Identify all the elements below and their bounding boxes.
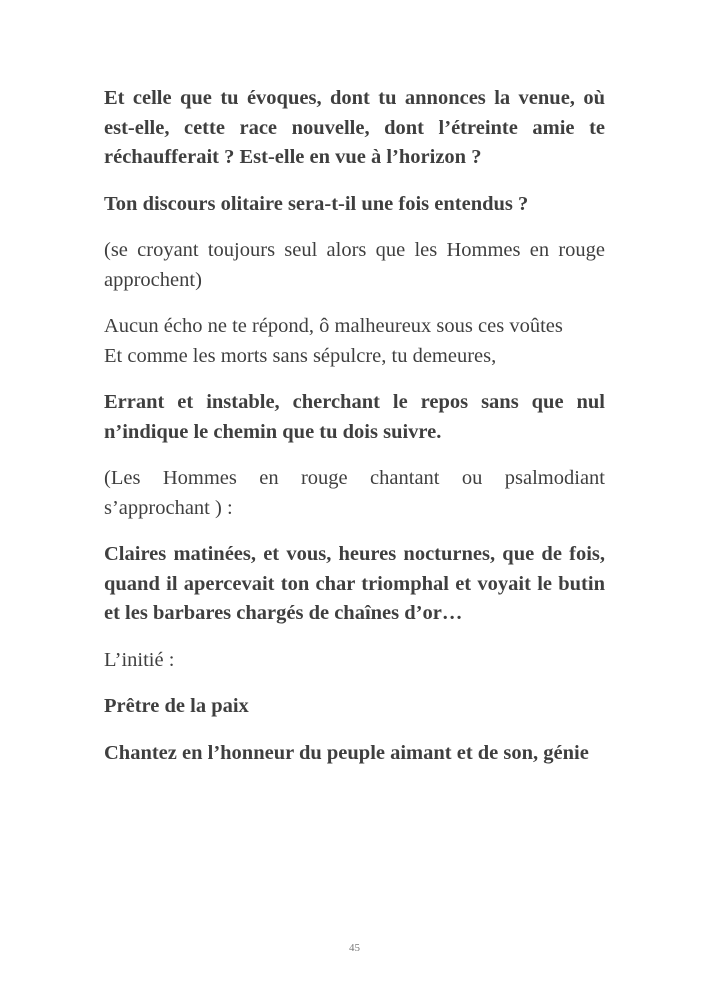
paragraph-line: Chantez en l’honneur du peuple aimant et de son, génie [104, 741, 589, 764]
paragraph-line: Et comme les morts sans sépulcre, tu demeures, [104, 344, 497, 367]
paragraph-line: Prêtre de la paix [104, 695, 249, 717]
paragraph-line: Errant et instable, cherchant le repos sans que nul n’indique le chemin que tu dois suivre. [104, 391, 605, 443]
paragraph-line: Aucun écho ne te répond, ô malheureux sous ces voûtes [104, 315, 563, 337]
paragraph-5 [104, 388, 605, 447]
paragraph-line: Et celle que tu évoques, dont tu annonces la venue, où est-elle, cette race nouvelle, dont l’étreinte amie te réchaufferait ? Est-elle en vue à l’horizon ? [104, 87, 605, 168]
paragraph-1 [104, 84, 605, 173]
page-body [104, 84, 605, 785]
paragraph-10 [104, 739, 605, 769]
stage-direction-1 [104, 236, 605, 295]
paragraph-7 [104, 540, 605, 629]
paragraph-line: (se croyant toujours seul alors que les Hommes en rouge approchent) [104, 239, 605, 291]
paragraph-line: Claires matinées, et vous, heures nocturnes, que de fois, quand il apercevait ton char triomphal et voyait le butin et les barbares chargés de chaînes d’or… [104, 543, 605, 624]
paragraph-4 [104, 312, 605, 371]
paragraph-2 [104, 190, 605, 220]
paragraph-line: Ton discours olitaire sera-t-il une fois entendus ? [104, 192, 529, 215]
paragraph-line: L’initié : [104, 648, 175, 671]
paragraph-9 [104, 692, 605, 722]
speaker-label [104, 646, 605, 676]
page-number: 45 [349, 942, 360, 954]
paragraph-line: (Les Hommes en rouge chantant ou psalmodiant s’approchant ) : [104, 467, 605, 519]
stage-direction-2 [104, 464, 605, 523]
